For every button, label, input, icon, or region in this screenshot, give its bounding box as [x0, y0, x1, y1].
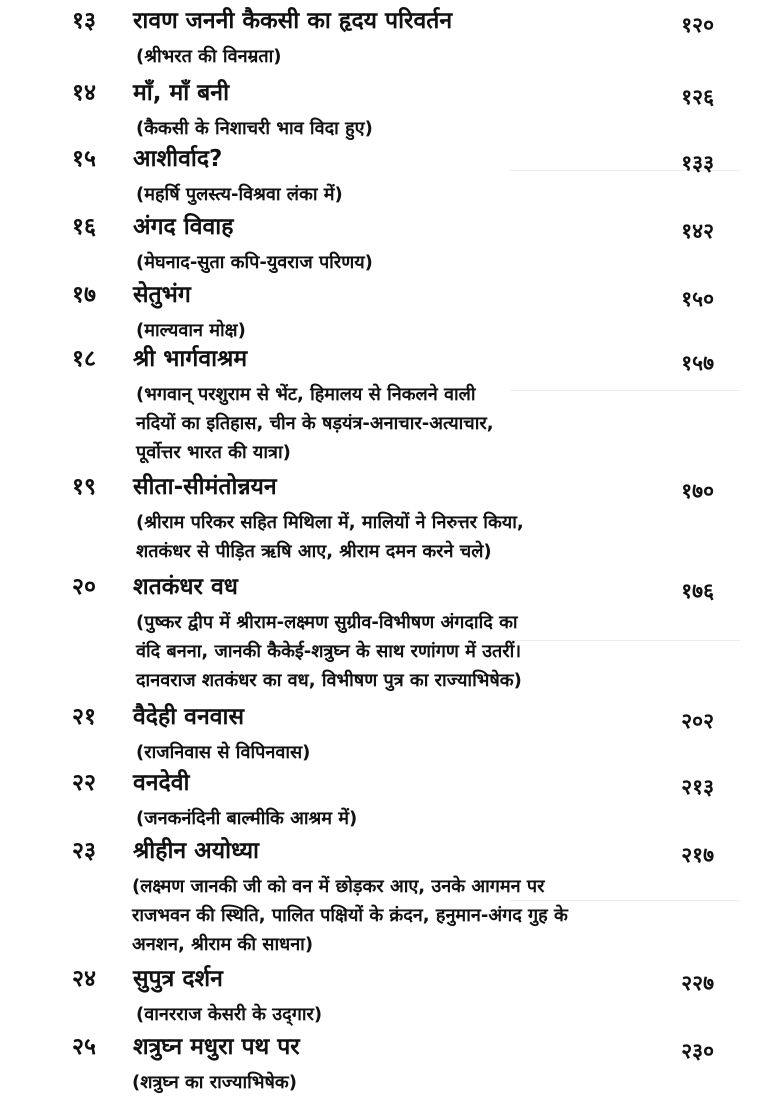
chapter-number: १९	[72, 474, 96, 500]
chapter-title: शत्रुघ्न मधुरा पथ पर	[133, 1034, 300, 1060]
chapter-title: रावण जननी कैकसी का हृदय परिवर्तन	[133, 8, 453, 34]
chapter-subtitle	[136, 316, 696, 345]
chapter-subtitle	[136, 608, 696, 695]
chapter-number: २५	[72, 1034, 96, 1060]
chapter-title: सुपुत्र दर्शन	[133, 966, 223, 992]
chapter-title: माँ, माँ बनी	[133, 80, 230, 106]
chapter-title: श्री भार्गवाश्रम	[133, 346, 248, 372]
subtitle-line: (पुष्कर द्वीप में श्रीराम-लक्ष्मण सुग्रीव-विभीषण अंगदादि का	[136, 612, 518, 633]
chapter-number: २३	[72, 838, 96, 864]
subtitle-line: (महर्षि पुलस्त्य-विश्रवा लंका में)	[136, 184, 343, 205]
chapter-subtitle	[136, 180, 696, 209]
page-number: २०२	[681, 709, 714, 733]
chapter-subtitle	[136, 804, 696, 833]
chapter-number: २१	[72, 704, 96, 730]
chapter-subtitle	[132, 1068, 692, 1097]
chapter-subtitle	[136, 508, 696, 566]
chapter-number: २०	[72, 574, 96, 600]
chapter-number: २४	[72, 966, 96, 992]
subtitle-line: शतकंधर से पीड़ित ऋषि आए, श्रीराम दमन करने चले)	[136, 541, 492, 562]
page-number: १७६	[681, 579, 714, 603]
chapter-subtitle	[136, 380, 696, 467]
chapter-subtitle	[136, 114, 696, 143]
subtitle-line: नदियों का इतिहास, चीन के षड़यंत्र-अनाचार-अत्याचार,	[136, 413, 494, 434]
chapter-title: अंगद विवाह	[133, 214, 234, 240]
subtitle-line: (शत्रुघ्न का राज्याभिषेक)	[132, 1072, 297, 1093]
page-number: १२६	[681, 85, 714, 109]
chapter-number: १४	[72, 80, 96, 106]
subtitle-line: (माल्यवान मोक्ष)	[136, 320, 246, 341]
page-number: २३०	[681, 1039, 714, 1063]
chapter-subtitle	[136, 248, 696, 277]
chapter-subtitle	[132, 872, 692, 959]
chapter-title: वनदेवी	[133, 770, 190, 796]
subtitle-line: (जनकनंदिनी बाल्मीकि आश्रम में)	[136, 808, 358, 829]
subtitle-line: (लक्ष्मण जानकी जी को वन में छोड़कर आए, उनके आगमन पर	[132, 876, 545, 897]
page-number: १५०	[681, 287, 714, 311]
page-number: १५७	[681, 351, 714, 375]
chapter-title: आशीर्वाद?	[133, 146, 223, 172]
chapter-number: १८	[72, 346, 96, 372]
page-number: २१७	[681, 843, 714, 867]
subtitle-line: पूर्वोत्तर भारत की यात्रा)	[136, 442, 291, 463]
subtitle-line: (भगवान् परशुराम से भेंट, हिमालय से निकलने वाली	[136, 384, 476, 405]
chapter-number: २२	[72, 770, 96, 796]
page-number: १३३	[681, 151, 714, 175]
subtitle-line: (वानरराज केसरी के उद्‌गार)	[136, 1004, 323, 1025]
subtitle-line: अनशन, श्रीराम की साधना)	[132, 934, 314, 955]
page-number: २१३	[681, 775, 714, 799]
page-number: २२७	[681, 971, 714, 995]
subtitle-line: (श्रीभरत की विनम्रता)	[136, 46, 282, 67]
chapter-title: सीता-सीमंतोन्नयन	[133, 474, 277, 500]
chapter-title: सेतुभंग	[133, 282, 191, 308]
chapter-subtitle	[136, 42, 696, 71]
subtitle-line: (श्रीराम परिकर सहित मिथिला में, मालियों ने निरुत्तर किया,	[136, 512, 524, 533]
chapter-subtitle	[136, 1000, 696, 1029]
chapter-number: १७	[72, 282, 96, 308]
chapter-subtitle	[136, 738, 696, 767]
chapter-title: वैदेही वनवास	[133, 704, 245, 730]
page-number: १४२	[681, 219, 714, 243]
subtitle-line: (राजनिवास से विपिनवास)	[136, 742, 311, 763]
chapter-number: १३	[72, 8, 96, 34]
subtitle-line: दानवराज शतकंधर का वध, विभीषण पुत्र का राज्याभिषेक)	[136, 670, 522, 691]
chapter-title: श्रीहीन अयोध्या	[133, 838, 259, 864]
page-number: १७०	[681, 479, 714, 503]
subtitle-line: (मेघनाद-सुता कपि-युवराज परिणय)	[136, 252, 373, 273]
subtitle-line: राजभवन की स्थिति, पालित पक्षियों के क्रंदन, हनुमान-अंगद गुह के	[132, 905, 568, 926]
subtitle-line: (कैकसी के निशाचरी भाव विदा हुए)	[136, 118, 373, 139]
chapter-title: शतकंधर वध	[133, 574, 238, 600]
subtitle-line: वंदि बनना, जानकी कैकेई-शत्रुघ्न के साथ रणांगण में उतरीं।	[136, 641, 522, 662]
chapter-number: १६	[72, 214, 96, 240]
page-number: १२०	[681, 13, 714, 37]
chapter-number: १५	[72, 146, 96, 172]
